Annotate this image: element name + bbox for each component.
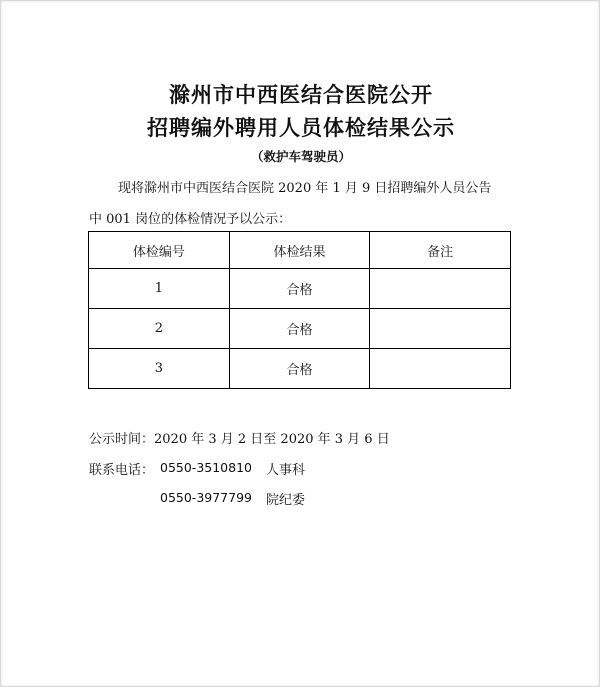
table-header-row <box>89 232 511 269</box>
cell-exam-result: 合格 <box>229 269 370 309</box>
intro-line-1: 现将滁州市中西医结合医院 2020 年 1 月 9 日招聘编外人员公告 <box>118 181 492 196</box>
subtitle: （救护车驾驶员） <box>250 149 351 164</box>
header-remarks: 备注 <box>370 232 511 269</box>
phone-label: 联系电话： <box>89 463 155 478</box>
title-line-2: 招聘编外聘用人员体检结果公示 <box>147 116 455 140</box>
results-table <box>88 231 511 389</box>
cell-exam-result: 合格 <box>229 349 370 389</box>
contact-department: 院纪委 <box>266 493 306 508</box>
contact-phone: 0550-3977799 <box>160 490 252 505</box>
table-row <box>89 269 511 309</box>
table-row <box>89 349 511 389</box>
cell-exam-number: 1 <box>89 269 230 309</box>
header-exam-result: 体检结果 <box>229 232 370 269</box>
cell-exam-result: 合格 <box>229 309 370 349</box>
title-line-1: 滁州市中西医结合医院公开 <box>169 83 433 107</box>
cell-exam-number: 2 <box>89 309 230 349</box>
table-row <box>89 309 511 349</box>
cell-remarks <box>370 349 511 389</box>
cell-exam-number: 3 <box>89 349 230 389</box>
contact-department: 人事科 <box>266 463 306 478</box>
cell-remarks <box>370 309 511 349</box>
intro-line-2: 中 001 岗位的体检情况予以公示： <box>89 212 292 227</box>
header-exam-number: 体检编号 <box>89 232 230 269</box>
announcement-period: 公示时间：2020 年 3 月 2 日至 2020 年 3 月 6 日 <box>89 432 390 447</box>
contact-phone: 0550-3510810 <box>160 460 252 475</box>
cell-remarks <box>370 269 511 309</box>
